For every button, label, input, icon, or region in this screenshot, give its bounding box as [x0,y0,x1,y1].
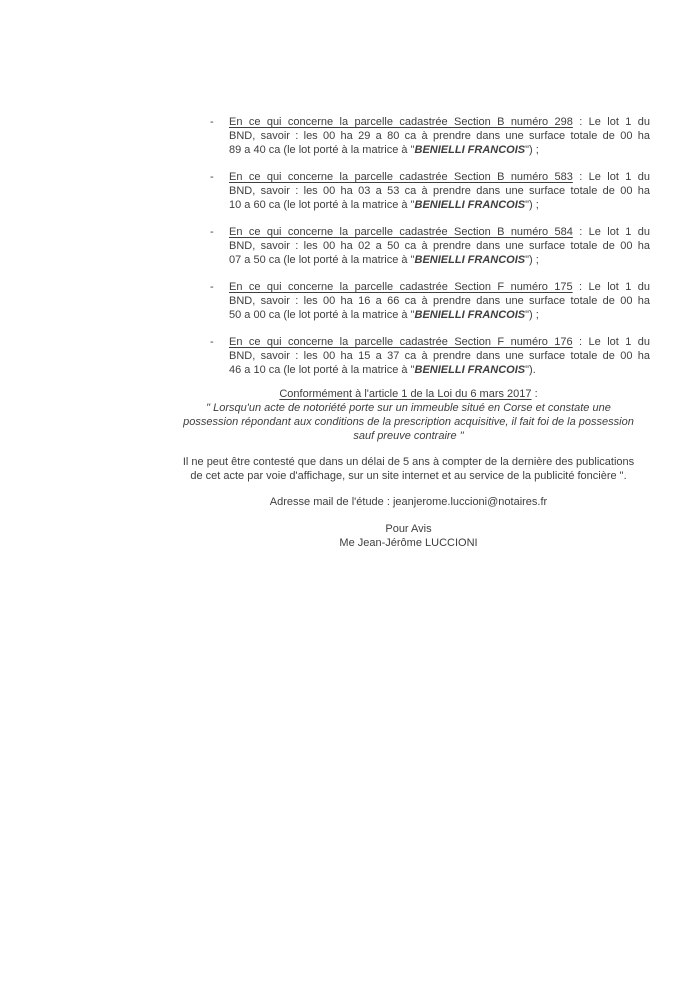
law-quote-line: " Lorsqu'un acte de notoriété porte sur un immeuble situé en Corse et constate une [206,402,611,414]
signature-block [167,522,650,550]
contest-line: de cet acte par voie d'affichage, sur un site internet et au service de la publicité foncière ". [190,470,627,482]
parcel-line3 [229,253,650,267]
notice-body [167,115,650,550]
parcel-line1 [229,170,650,184]
parcel-line3 [229,198,650,212]
bullet-dash: - [210,281,214,293]
owner-name: BENIELLI FRANCOIS [414,199,526,211]
law-section [167,387,650,443]
signature-notary-name: Me Jean-Jérôme LUCCIONI [339,537,478,549]
owner-name: BENIELLI FRANCOIS [414,254,526,266]
parcel-line1 [229,280,650,294]
owner-name: BENIELLI FRANCOIS [414,309,526,321]
parcel-line1 [229,115,650,129]
signature-pour-avis: Pour Avis [385,523,432,535]
law-reference-suffix: : [531,388,538,400]
parcel-line2: BND, savoir : les 00 ha 02 a 50 ca à prendre dans une surface totale de 00 ha [229,240,650,252]
parcel-item [167,170,650,212]
parcel-line1-rest: : Le lot 1 du [572,226,650,238]
parcel-line3-post: ") ; [525,199,539,211]
parcel-item [167,280,650,322]
bullet-dash: - [210,116,214,128]
contest-line: Il ne peut être contesté que dans un délai de 5 ans à compter de la dernière des publications [182,456,635,468]
parcel-item [167,335,650,377]
parcel-line2: BND, savoir : les 00 ha 29 a 80 ca à prendre dans une surface totale de 00 ha [229,130,650,142]
parcel-line2: BND, savoir : les 00 ha 03 a 53 ca à prendre dans une surface totale de 00 ha [229,185,650,197]
parcel-line3-pre: 46 a 10 ca (le lot porté à la matrice à " [229,364,415,376]
law-reference-heading [167,387,650,401]
parcel-line1 [229,335,650,349]
law-quote-line: possession répondant aux conditions de la prescription acquisitive, il fait foi de la possession [183,416,634,428]
parcel-line3 [229,143,650,157]
parcel-line3-post: ") ; [525,144,539,156]
parcel-line3-post: "). [525,364,536,376]
law-reference-underlined: Conformément à l'article 1 de la Loi du 6 mars 2017 [279,388,532,400]
contest-delay-paragraph [167,455,650,483]
parcel-line3-pre: 89 a 40 ca (le lot porté à la matrice à " [229,144,415,156]
parcel-heading: En ce qui concerne la parcelle cadastrée Section B numéro 584 [229,226,573,238]
parcel-line1 [229,225,650,239]
owner-name: BENIELLI FRANCOIS [414,144,526,156]
owner-name: BENIELLI FRANCOIS [414,364,526,376]
parcel-line3 [229,363,650,377]
parcel-heading: En ce qui concerne la parcelle cadastrée Section F numéro 175 [229,281,573,293]
parcel-heading: En ce qui concerne la parcelle cadastrée Section B numéro 583 [229,171,573,183]
parcel-line1-rest: : Le lot 1 du [572,116,650,128]
parcel-line1-rest: : Le lot 1 du [572,171,650,183]
parcel-line3-pre: 07 a 50 ca (le lot porté à la matrice à " [229,254,415,266]
parcel-item [167,225,650,267]
parcel-heading: En ce qui concerne la parcelle cadastrée Section F numéro 176 [229,336,573,348]
bullet-dash: - [210,336,214,348]
parcel-line2: BND, savoir : les 00 ha 16 a 66 ca à prendre dans une surface totale de 00 ha [229,295,650,307]
bullet-dash: - [210,171,214,183]
parcel-line3-pre: 50 a 00 ca (le lot porté à la matrice à " [229,309,415,321]
law-quote-line: sauf preuve contraire " [353,430,464,442]
parcel-line3 [229,308,650,322]
study-email-line: Adresse mail de l'étude : jeanjerome.luccioni@notaires.fr [269,496,548,508]
parcel-line1-rest: : Le lot 1 du [572,281,650,293]
parcel-heading: En ce qui concerne la parcelle cadastrée Section B numéro 298 [229,116,573,128]
parcel-line1-rest: : Le lot 1 du [572,336,650,348]
parcel-line3-pre: 10 a 60 ca (le lot porté à la matrice à " [229,199,415,211]
parcel-line2: BND, savoir : les 00 ha 15 a 37 ca à prendre dans une surface totale de 00 ha [229,350,650,362]
bullet-dash: - [210,226,214,238]
parcel-line3-post: ") ; [525,309,539,321]
parcel-item [167,115,650,157]
parcel-line3-post: ") ; [525,254,539,266]
